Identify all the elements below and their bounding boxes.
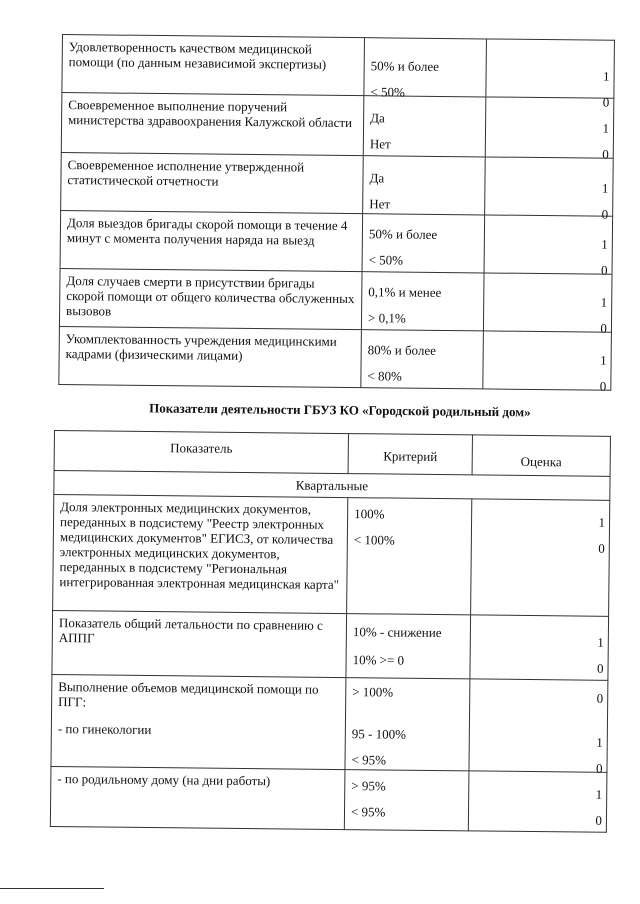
indicator-cell: Удовлетворенность качеством медицинской помощи (по данным независимой экспертизы)	[62, 35, 365, 96]
table-row	[62, 35, 615, 99]
indicators-table-2	[50, 430, 611, 833]
score-value: 1	[595, 786, 603, 802]
criteria-option: Да	[369, 170, 385, 186]
criteria-option: < 50%	[370, 84, 405, 100]
score-value: 0	[596, 660, 604, 676]
score-value: 0	[595, 760, 603, 776]
table-row	[59, 326, 612, 390]
indicator-cell: Своевременное выполнение поручений министерства здравоохранения Калужской области	[61, 93, 364, 156]
indicator-cell: Доля случаев смерти в присутствии бригады скорой помощи от общего количества обслуженных вызовов	[59, 268, 362, 329]
criteria-option: < 50%	[368, 252, 404, 268]
criteria-cell	[363, 96, 486, 157]
criteria-cell	[347, 498, 472, 615]
score-cell	[483, 331, 612, 394]
criteria-cell	[362, 214, 485, 273]
score-cell	[485, 157, 614, 222]
criteria-option: 10% - снижение	[352, 624, 442, 641]
criteria-option: < 95%	[350, 804, 386, 820]
criteria-option: < 95%	[351, 752, 387, 768]
criteria-option: Нет	[369, 136, 391, 152]
table-row	[61, 93, 614, 159]
score-cell	[483, 273, 612, 336]
table-row	[52, 610, 609, 680]
score-value: 1	[601, 236, 608, 252]
table-row	[53, 495, 610, 617]
criteria-option: > 0,1%	[367, 310, 406, 326]
score-value: 0	[601, 206, 609, 222]
score-cell	[471, 499, 610, 616]
score-cell	[470, 615, 609, 680]
criteria-cell	[344, 770, 469, 831]
criteria-cell	[361, 272, 484, 331]
indicator-cell: - по родильному дому (на дни работы)	[50, 766, 345, 829]
score-value: 1	[597, 634, 604, 650]
criteria-option: < 80%	[367, 368, 402, 384]
score-value: 0	[596, 690, 604, 706]
indicator-text: Выполнение объемов медицинской помощи по ПГГ:	[58, 679, 319, 710]
criteria-cell	[345, 678, 470, 771]
criteria-option: 95 - 100%	[351, 726, 407, 742]
indicator-cell: Доля выездов бригады скорой помощи в течение 4 минут с момента получения наряда на выезд	[60, 210, 363, 271]
score-value: 1	[600, 294, 608, 310]
footnote-separator	[0, 888, 104, 889]
criteria-option: 100%	[354, 506, 385, 522]
criteria-option: 0,1% и менее	[368, 284, 442, 300]
table-row	[59, 268, 612, 332]
criteria-option: > 100%	[352, 684, 394, 700]
score-cell	[484, 215, 613, 278]
score-value: 0	[600, 320, 608, 336]
score-value: 0	[602, 94, 610, 110]
score-cell	[468, 771, 607, 832]
column-header-criteria: Критерий	[348, 434, 472, 475]
criteria-cell	[361, 330, 484, 389]
score-cell	[486, 39, 615, 110]
table-row	[60, 210, 613, 274]
score-value: 1	[603, 68, 610, 84]
score-value: 1	[600, 352, 607, 368]
criteria-option: 50% и более	[368, 226, 438, 242]
column-header-score: Оценка	[472, 435, 610, 476]
group-label: Квартальные	[54, 471, 610, 501]
criteria-option: > 95%	[351, 778, 386, 794]
score-value: 0	[602, 146, 609, 162]
score-value: 1	[596, 734, 603, 750]
criteria-option: 80% и более	[367, 342, 437, 358]
criteria-option: Нет	[369, 196, 391, 212]
criteria-option: 10% >= 0	[352, 652, 405, 668]
score-value: 1	[598, 514, 606, 530]
score-cell	[469, 679, 608, 776]
table-row	[50, 766, 607, 832]
score-value: 1	[602, 120, 610, 136]
score-value: 1	[601, 180, 609, 196]
criteria-option: Да	[370, 110, 385, 126]
section-heading: Показатели деятельности ГБУЗ КО «Городской родильный дом»	[149, 400, 531, 420]
score-value: 0	[595, 812, 603, 828]
indicator-cell: Показатель общий летальности по сравнению с АППГ	[52, 610, 347, 677]
indicators-table-1	[58, 34, 615, 394]
indicator-subitem: - по гинекологии	[57, 721, 152, 738]
indicator-cell	[51, 674, 346, 769]
table-row	[61, 152, 614, 216]
score-cell	[485, 94, 614, 162]
criteria-cell	[363, 156, 486, 215]
score-value: 0	[598, 540, 605, 556]
score-value: 0	[599, 378, 607, 394]
table-header-row	[54, 431, 610, 477]
criteria-option: 50% и более	[370, 58, 440, 74]
table-row	[51, 674, 608, 772]
indicator-cell: Укомплектованность учреждения медицинскими кадрами (физическими лицами)	[59, 326, 362, 387]
column-header-indicator: Показатель	[54, 431, 348, 474]
criteria-cell	[364, 38, 487, 100]
indicator-cell: Доля электронных медицинских документов, переданных в подсистему "Реестр электронных медицинских документов" ЕГИСЗ, от количества электронных медицинских документов, переданных в подсистему "Региональная интегрированная электронная медицинская карта"	[53, 495, 348, 614]
criteria-option: < 100%	[353, 532, 395, 548]
criteria-cell	[346, 614, 471, 679]
indicator-cell: Своевременное исполнение утвержденной статистической отчетности	[61, 152, 364, 213]
score-value: 0	[600, 262, 608, 278]
